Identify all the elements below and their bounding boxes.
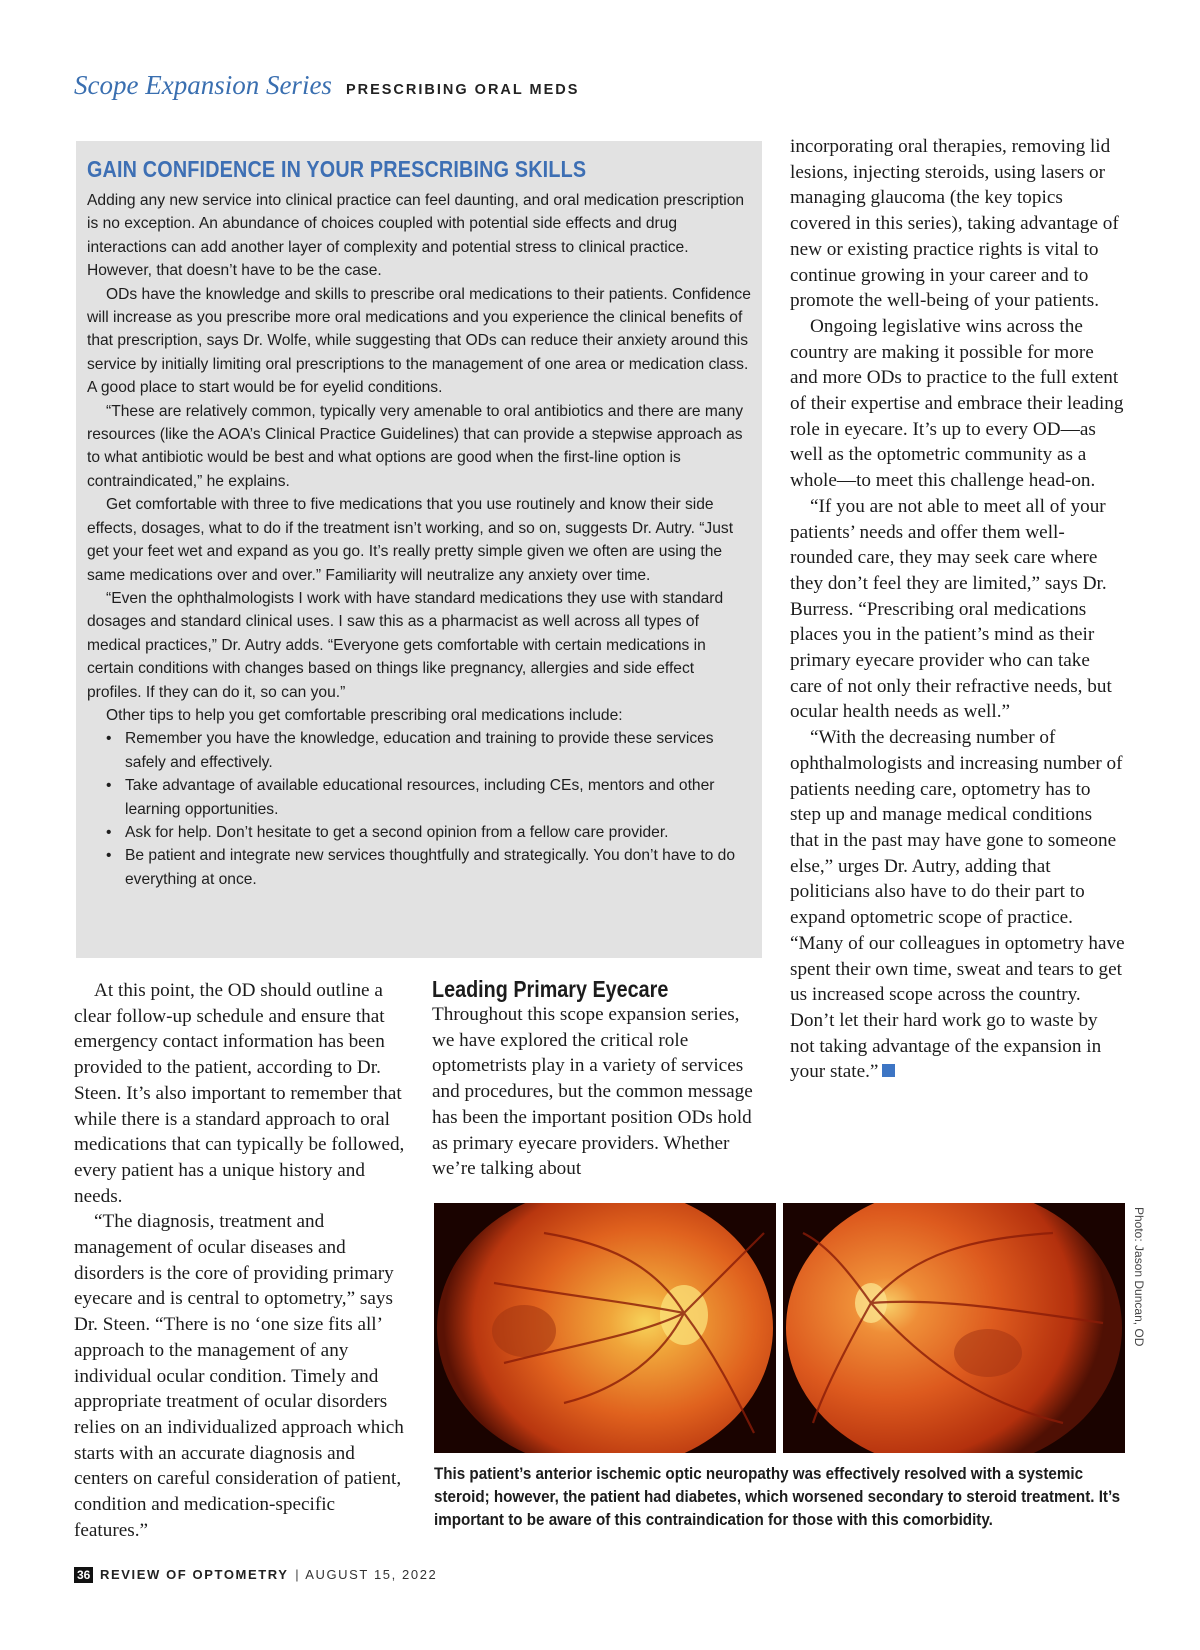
sidebar-paragraph: Other tips to help you get comfortable prescribing oral medications include: [106,706,623,724]
body-column-1 [74,978,406,1543]
photo-credit: Photo: Jason Duncan, OD [1132,1207,1146,1347]
retina-image [783,1203,1125,1453]
tips-sidebar [76,141,762,958]
tip-item: • Take advantage of available educational resources, including CEs, mentors and other learning opportunities. [125,774,752,821]
retina-image [434,1203,776,1453]
closing-paragraph-text: “With the decreasing number of ophthalmologists and increasing number of patients needing care, optometry has to step up and manage medical conditions that in the past may have gone to someone else,” urges Dr. Autry, adding that politicians also have to do their part to expand optometric scope of practice. “Many of our colleagues in optometry have spent their own time, sweat and tears to get us increased scope across the country. Don’t let their hard work go to waste by not taking advantage of the expansion in your state.” [790,727,1125,1083]
sidebar-title: GAIN CONFIDENCE IN YOUR PRESCRIBING SKILLS [87,156,587,182]
tips-list [87,727,752,891]
section-label: PRESCRIBING ORAL MEDS [345,82,580,98]
fundus-photo-after [783,1203,1125,1453]
body-paragraph: Throughout this scope expansion series, we have explored the critical role optometrists play in a variety of services and procedures, but the common message has been the important position ODs hold as primary eyecare providers. Whether we’re talking about [432,1004,753,1180]
end-mark-icon [882,1064,895,1077]
sidebar-paragraph: ODs have the knowledge and skills to prescribe oral medications to their patients. Confidence will increase as you prescribe more oral medications and you experience the clinical benefits of that prescription, says Dr. Wolfe, while suggesting that ODs can reduce their anxiety around this service by initially limiting oral prescriptions to the management of one area or medication class. A good place to start would be for eyelid conditions. [87,285,751,397]
sidebar-paragraph: “These are relatively common, typically very amenable to oral antibiotics and there are many resources (like the AOA’s Clinical Practice Guidelines) that can provide a stepwise approach as to what antibiotic would be best and what options are good when the first-line option is contraindicated,” he explains. [87,402,744,490]
body-paragraph: At this point, the OD should outline a clear follow-up schedule and ensure that emergency contact information has been provided to the patient, according to Dr. Steen. It’s also important to remember that while there is a standard approach to oral medications that can typically be followed, every patient has a unique history and needs. [74,980,405,1207]
body-paragraph: “If you are not able to meet all of your patients’ needs and offer them well-rounded care, they may seek care where they don’t feel they are limited,” says Dr. Burress. “Prescribing oral medications places you in the patient’s mind as their primary eyecare provider who can take care of not only their refractive needs, but ocular health needs as well.” [790,495,1112,723]
body-paragraph [790,725,1125,1085]
section-heading: Leading Primary Eyecare [432,976,669,1002]
tip-item: • Ask for help. Don’t hesitate to get a second opinion from a fellow care provider. [125,821,752,844]
sidebar-paragraph: “Even the ophthalmologists I work with have standard medications they use with standard dosages and standard clinical uses. I saw this as a pharmacist as well across all types of medical practices,” Dr. Autry adds. “Everyone gets comfortable with certain medications in certain conditions with changes based on things like pregnancy, allergies and side effect profiles. If they can do it, so can you.” [87,589,724,701]
body-paragraph: incorporating oral therapies, removing lid lesions, injecting steroids, using lasers or managing glaucoma (the key topics covered in this series), taking advantage of new or existing practice rights is vital to continue growing in your career and to promote the well-being of your patients. [790,136,1119,312]
publication-name: REVIEW OF OPTOMETRY [99,1567,289,1582]
tip-item: • Remember you have the knowledge, education and training to provide these services safely and effectively. [125,727,752,774]
tip-item: • Be patient and integrate new services thoughtfully and strategically. You don’t have to do everything at once. [125,844,752,891]
body-column-3 [790,134,1125,1085]
figure-caption: This patient’s anterior ischemic optic neuropathy was effectively resolved with a systemic steroid; however, the patient had diabetes, which worsened secondary to steroid treatment. It’s important to be aware of this contraindication for those with this comorbidity. [434,1465,1121,1530]
page-footer [74,1567,437,1583]
page-number: 36 [74,1567,93,1583]
sidebar-paragraph: Adding any new service into clinical practice can feel daunting, and oral medication prescription is no exception. An abundance of choices coupled with potential side effects and drug interactions can add another layer of complexity and potential stress to clinical practice. However, that doesn’t have to be the case. [87,192,745,280]
body-paragraph: Ongoing legislative wins across the country are making it possible for more and more ODs to practice to the full extent of their expertise and embrace their leading role in eyecare. It’s up to every OD—as well as the optometric community as a whole—to meet this challenge head-on. [790,315,1124,492]
issue-date: AUGUST 15, 2022 [305,1567,438,1582]
sidebar-paragraph: Get comfortable with three to five medications that you use routinely and know their side effects, dosages, what to do if the treatment isn’t working, and so on, suggests Dr. Autry. “Just get your feet wet and expand as you go. It’s really pretty simple given we often are using the same medications over and over.” Familiarity will neutralize any anxiety over time. [87,496,734,584]
body-paragraph: “The diagnosis, treatment and management of ocular diseases and disorders is the core of providing primary eyecare and is central to optometry,” says Dr. Steen. “There is no ‘one size fits all’ approach to the management of any individual ocular condition. Timely and appropriate treatment of ocular disorders relies on an individualized approach which starts with an accurate diagnosis and centers on careful consideration of patient, condition and medication-specific features.” [74,1211,404,1541]
fundus-photo-before [434,1203,776,1453]
running-header [74,70,579,101]
series-title: Scope Expansion Series [74,70,332,100]
footer-separator: | [295,1567,299,1582]
body-column-2 [432,1002,758,1182]
